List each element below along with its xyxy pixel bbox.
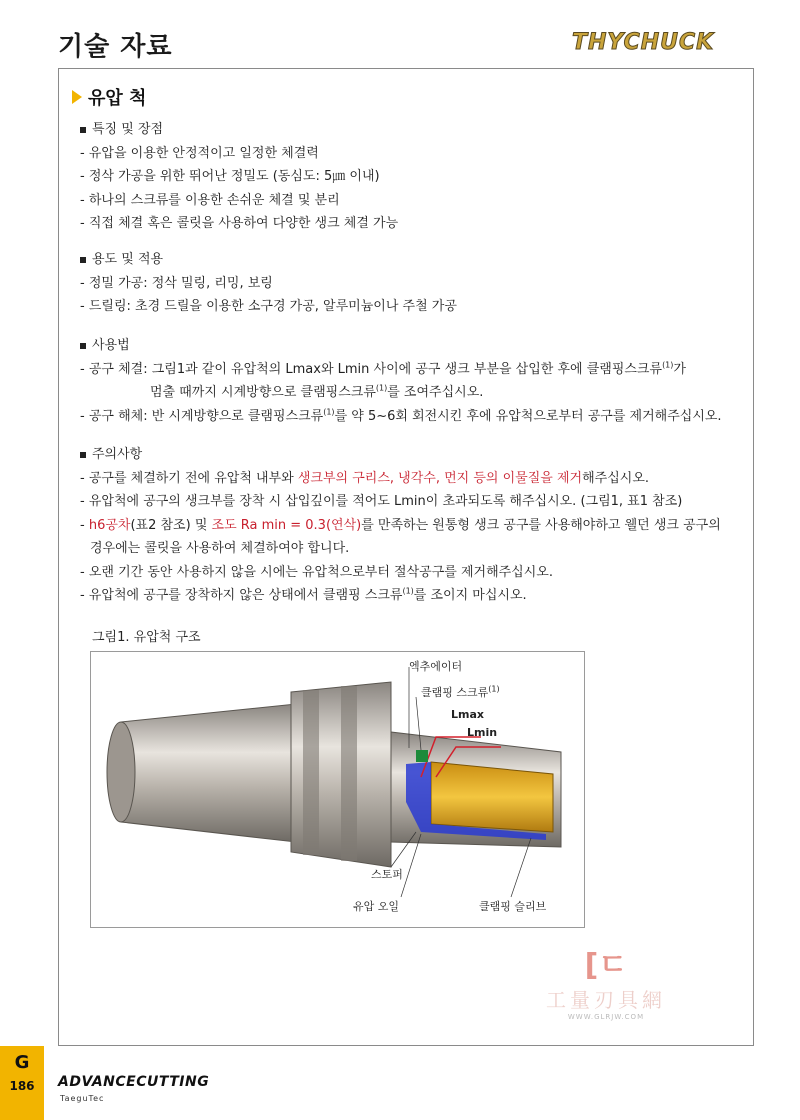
square-bullet-icon xyxy=(80,343,86,349)
usage-block xyxy=(80,334,722,428)
list-item: - 하나의 스크류를 이용한 손쉬운 체결 및 분리 xyxy=(80,192,340,208)
section-heading xyxy=(72,84,146,110)
list-item: - 공구를 체결하기 전에 유압척 내부와 생크부의 구리스, 냉각수, 먼지 등의 이물질을 제거해주십시오. xyxy=(80,470,650,486)
cautions-block xyxy=(80,443,721,608)
label-actuator: 엑추에이터 xyxy=(409,660,463,673)
list-item: - 공구 해체: 반 시계방향으로 클램핑스크류$^{(1)}$를 약 5~6회 회전시킨 후에 유압척으로부터 공구를 제거해주십시오. xyxy=(80,407,722,424)
label-lmax: Lmax xyxy=(451,708,484,721)
list-item: - 드릴링: 초경 드릴을 이용한 소구경 가공, 알루미늄이나 주철 가공 xyxy=(80,299,457,314)
usage-heading: 사용법 xyxy=(92,338,130,353)
square-bullet-icon xyxy=(80,127,86,133)
label-clamping-screw: 클램핑 스크류$^{(1)}$ xyxy=(421,684,500,699)
page-title: 기술 자료 xyxy=(58,32,173,62)
square-bullet-icon xyxy=(80,452,86,458)
applications-heading: 용도 및 적용 xyxy=(92,252,164,267)
list-item: - 오랜 기간 동안 사용하지 않을 시에는 유압척으로부터 절삭공구를 제거해주십시오. xyxy=(80,564,553,580)
square-bullet-icon xyxy=(80,257,86,263)
label-lmin: Lmin xyxy=(467,726,498,739)
watermark-text: 工量刃具網 xyxy=(546,988,666,1012)
list-item: - 공구 체결: 그림1과 같이 유압척의 Lmax와 Lmin 사이에 공구 생크 부분을 삽입한 후에 클램핑스크류$^{(1)}$가 xyxy=(80,360,686,377)
list-item: - 직접 체결 혹은 콜릿을 사용하여 다양한 생크 체결 가능 xyxy=(80,216,399,231)
taper-shank xyxy=(115,704,296,842)
hydraulic-chuck-figure xyxy=(90,651,585,928)
section-tab xyxy=(0,1046,44,1120)
list-item-continued: 멈출 때까지 시계방향으로 클램핑스크류$^{(1)}$를 조여주십시오. xyxy=(150,383,484,400)
brand-logo: THYCHUCK xyxy=(572,30,715,55)
page-number: 186 xyxy=(9,1079,35,1093)
list-item: - 정밀 가공: 정삭 밀링, 리밍, 보링 xyxy=(80,275,273,291)
list-item: - 정삭 가공을 위한 뛰어난 정밀도 (동심도: 5㎛ 이내) xyxy=(80,169,380,184)
footer-logo: ADVANCECUTTING xyxy=(58,1074,210,1090)
label-stopper: 스토퍼 xyxy=(371,868,403,881)
tab-letter: G xyxy=(14,1052,30,1073)
watermark xyxy=(536,940,676,1021)
watermark-icon: [ㄷ xyxy=(584,948,628,983)
list-item: - 유압척에 공구를 장착하지 않은 상태에서 클램핑 스크류$^{(1)}$를 조이지 마십시오. xyxy=(80,586,527,603)
features-heading: 특징 및 장점 xyxy=(92,122,164,137)
list-item-continued: 경우에는 콜릿을 사용하여 체결하여야 합니다. xyxy=(90,541,350,556)
applications-block xyxy=(80,248,457,319)
chuck-diagram xyxy=(91,652,585,928)
section-title: 유압 척 xyxy=(88,88,147,109)
list-item: - 유압을 이용한 안정적이고 일정한 체결력 xyxy=(80,145,319,161)
footer-company: TaeguTec xyxy=(60,1094,105,1103)
list-item: - 유압척에 공구의 생크부를 장착 시 삽입깊이를 적어도 Lmin이 초과되도록 해주십시오. (그림1, 표1 참조) xyxy=(80,494,683,509)
watermark-url: WWW.GLRJW.COM xyxy=(567,1013,645,1021)
clamping-screw xyxy=(416,750,428,762)
features-block xyxy=(80,118,398,236)
triangle-bullet-icon xyxy=(72,90,82,104)
cautions-heading: 주의사항 xyxy=(92,447,143,462)
figure-caption: 그림1. 유압척 구조 xyxy=(92,630,201,645)
clamping-sleeve xyxy=(431,762,553,832)
list-item: - h6공차(표2 참조) 및 조도 Ra min = 0.3(연삭)를 만족하는 원통형 생크 공구를 사용해야하고 웰던 생크 공구의 xyxy=(80,517,721,533)
label-clamping-sleeve: 클램핑 슬리브 xyxy=(479,900,547,913)
label-hydraulic-oil: 유압 오일 xyxy=(353,900,400,913)
